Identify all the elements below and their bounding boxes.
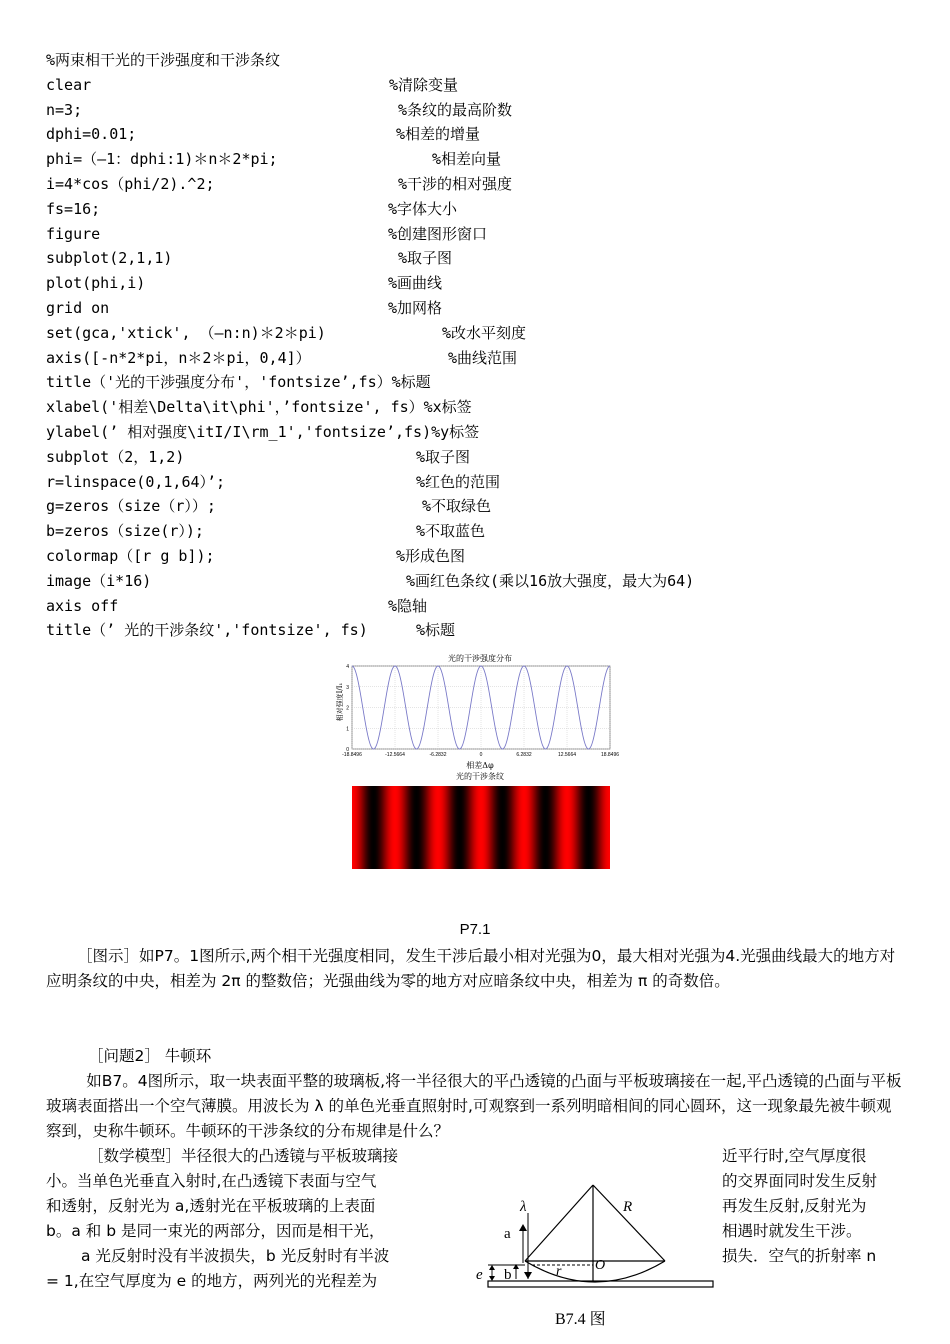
code-comment: %曲线范围 bbox=[448, 348, 518, 367]
code-statement: plot(phi,i) bbox=[46, 274, 146, 293]
interference-figure bbox=[330, 650, 630, 875]
code-statement: %两束相干光的干涉强度和干涉条纹 bbox=[46, 51, 281, 69]
radius-right bbox=[593, 1185, 665, 1261]
interference-fringes bbox=[352, 786, 610, 869]
b-label: b bbox=[504, 1267, 512, 1283]
code-statement: dphi=0.01; bbox=[46, 125, 137, 144]
problem-statement-text: 如B7。4图所示，取一块表面平整的玻璃板,将一半径很大的平凸透镜的凸面与平板玻璃接在一起,平凸透镜的凸面与平板玻璃表面搭出一个空气薄膜。用波长为 λ 的单色光垂直照射时,可观察到一系列明暗相间的同心圆环，这一现象最先被牛顿观察到，史称牛顿环。牛顿环的干涉条纹的分布规律是什么？ bbox=[46, 1072, 902, 1140]
x-tick-label: -6.2832 bbox=[429, 752, 447, 758]
figure-description bbox=[46, 944, 906, 994]
code-statement: fs=16; bbox=[46, 199, 101, 218]
x-tick-label: 12.5664 bbox=[557, 752, 577, 758]
code-comment: %标题 bbox=[416, 621, 456, 640]
x-tick-label: 6.2832 bbox=[516, 752, 532, 758]
code-statement: subplot(2,1,1) bbox=[46, 249, 173, 268]
code-statement: grid on bbox=[46, 298, 110, 317]
code-comment: %字体大小 bbox=[388, 199, 458, 218]
code-statement: n=3; bbox=[46, 100, 83, 119]
model-line: 损失．空气的折射率 n bbox=[722, 1247, 877, 1265]
code-statement: figure bbox=[46, 224, 101, 243]
incident-arrowhead bbox=[524, 1272, 532, 1279]
code-comment: %红色的范围 bbox=[416, 472, 501, 491]
code-comment: %取子图 bbox=[398, 249, 453, 268]
code-comment: %不取蓝色 bbox=[416, 522, 486, 541]
x-tick-label: -18.8496 bbox=[342, 752, 362, 758]
model-line: 相遇时就发生干涉。 bbox=[722, 1222, 862, 1240]
y-tick-label: 3 bbox=[346, 684, 349, 691]
code-comment: %画曲线 bbox=[388, 274, 443, 293]
model-line: 小。当单色光垂直入射时,在凸透镜下表面与空气 bbox=[46, 1172, 377, 1190]
model-left-column bbox=[46, 1144, 466, 1294]
code-comment: %画红色条纹(乘以16放大强度，最大为64) bbox=[406, 571, 695, 590]
code-statement: ylabel(’ 相对强度\itI/I\rm_1','fontsize’,fs)%y标签 bbox=[46, 422, 480, 441]
r-label: r bbox=[556, 1264, 562, 1279]
model-line: a 光反射时没有半波损失，b 光反射时有半波 bbox=[81, 1247, 390, 1265]
code-comment: %不取绿色 bbox=[422, 497, 492, 516]
code-comment: %取子图 bbox=[416, 447, 471, 466]
x-tick-label: 18.8496 bbox=[600, 752, 620, 758]
model-line: 的交界面同时发生反射 bbox=[722, 1172, 878, 1190]
code-statement: g=zeros（size（r））; bbox=[46, 497, 216, 516]
model-line: 近平行时,空气厚度很 bbox=[722, 1147, 867, 1165]
code-comment: %改水平刻度 bbox=[442, 323, 527, 342]
diagram-caption: B7.4 图 bbox=[555, 1311, 606, 1328]
code-statement: i=4*cos（phi/2).^2; bbox=[46, 174, 215, 193]
radius-left bbox=[525, 1185, 593, 1261]
code-statement: colormap（[r g b]); bbox=[46, 546, 215, 565]
x-tick-label: -12.5664 bbox=[385, 752, 405, 758]
model-line: = 1,在空气厚度为 e 的地方，两列光的光程差为 bbox=[46, 1272, 378, 1290]
thickness-arrowhead-top bbox=[489, 1265, 495, 1270]
problem-title: ［问题2］ 牛顿环 bbox=[88, 1047, 212, 1065]
figure-description-text: ［图示］如P7。1图所示,两个相干光强度相同，发生干涉后最小相对光强为0，最大相对光强为4.光强曲线最大的地方对应明条纹的中央，相差为 2π 的整数倍；光强曲线为零的地方对应暗条纹中央，相差为 π 的奇数倍。 bbox=[46, 947, 896, 990]
code-comment: %条纹的最高阶数 bbox=[398, 100, 513, 119]
code-comment: %相差向量 bbox=[432, 150, 502, 169]
model-line: b。a 和 b 是同一束光的两部分，因而是相干光， bbox=[46, 1222, 385, 1240]
code-comment: %相差的增量 bbox=[396, 125, 481, 144]
intensity-plot bbox=[342, 664, 619, 758]
problem-statement bbox=[46, 1069, 906, 1144]
code-statement: title（'光的干涉强度分布'，'fontsize’,fs）%标题 bbox=[46, 373, 431, 392]
code-statement: image（i*16) bbox=[46, 571, 152, 590]
code-comment: %干涉的相对强度 bbox=[398, 174, 513, 193]
plot-xlabel: 相差Δφ bbox=[466, 761, 494, 770]
fringe-image bbox=[352, 786, 610, 869]
plot-ylabel: 相对强度I/I₁ bbox=[336, 682, 344, 722]
y-tick-label: 0 bbox=[346, 747, 349, 753]
y-tick-label: 1 bbox=[346, 726, 349, 733]
y-tick-label: 2 bbox=[346, 705, 349, 712]
R-label: R bbox=[623, 1199, 633, 1215]
thickness-arrowhead-bottom bbox=[489, 1276, 495, 1281]
a-label: a bbox=[504, 1226, 511, 1242]
code-statement: b=zeros（size(r）); bbox=[46, 522, 204, 541]
model-line: 和透射，反射光为 a,透射光在平板玻璃的上表面 bbox=[46, 1197, 376, 1215]
model-right-column bbox=[722, 1144, 907, 1269]
x-tick-label: 0 bbox=[479, 752, 483, 758]
code-statement: title（’ 光的干涉条纹','fontsize', fs) bbox=[46, 621, 368, 640]
code-comment: %创建图形窗口 bbox=[388, 224, 488, 243]
figure-caption: P7.1 bbox=[459, 921, 491, 938]
code-comment: %清除变量 bbox=[389, 75, 459, 94]
code-statement: subplot（2，1,2) bbox=[46, 447, 185, 466]
code-comment: %形成色图 bbox=[396, 546, 466, 565]
model-line: 再发生反射,反射光为 bbox=[722, 1197, 867, 1215]
code-comment: %加网格 bbox=[388, 298, 443, 317]
code-statement: clear bbox=[46, 75, 92, 94]
newton-ring-diagram bbox=[468, 1175, 723, 1320]
y-tick-label: 4 bbox=[346, 664, 349, 670]
code-statement: axis([-n*2*pi，n＊2＊pi，0,4]） bbox=[46, 348, 311, 367]
code-statement: axis off bbox=[46, 596, 119, 615]
fringe-title: 光的干涉条纹 bbox=[456, 772, 504, 781]
O-label: O bbox=[595, 1258, 606, 1273]
code-statement: phi=（—1：dphi:1)＊n＊2*pi; bbox=[46, 150, 278, 169]
code-statement: set(gca,'xtick', （—n:n)＊2＊pi) bbox=[46, 323, 326, 342]
plot-title: 光的干涉强度分布 bbox=[448, 654, 512, 663]
ray-a-arrowhead bbox=[519, 1224, 527, 1231]
code-statement: r=linspace(0,1,64）’; bbox=[46, 472, 226, 491]
code-statement: xlabel('相差\Delta\it\phi'，’fontsize', fs）%x标签 bbox=[46, 398, 472, 417]
lambda-label: λ bbox=[520, 1199, 527, 1215]
model-line: ［数学模型］半径很大的凸透镜与平板玻璃接 bbox=[88, 1147, 399, 1165]
code-comment: %隐轴 bbox=[388, 596, 428, 615]
e-label: e bbox=[476, 1267, 483, 1283]
